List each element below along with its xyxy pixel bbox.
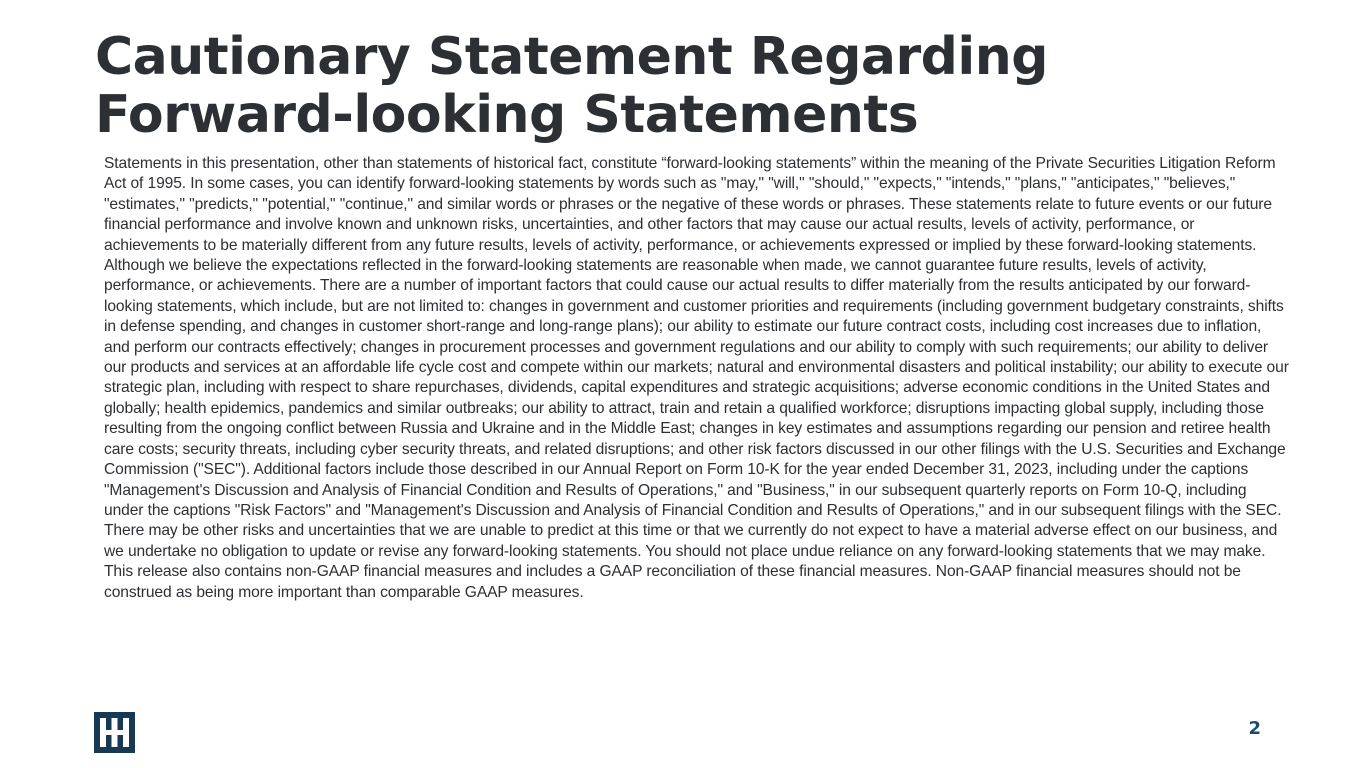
slide-title-line-1: Cautionary Statement Regarding xyxy=(95,27,1048,87)
slide-title-line-2: Forward-looking Statements xyxy=(95,85,919,145)
cautionary-statement-body: Statements in this presentation, other than statements of historical fact, constitute “forward-looking statements” within the meaning of the Private Securities Litigation Reform Act of 1995. In some cases, you can identify forward-looking statements by words such as "may," "will," "should," "expects," "intends," "plans," "anticipates," "believes," "estimates," "predicts," "potential," "continue," and similar words or phrases or the negative of these words or phrases. These statements relate to future events or our future financial performance and involve known and unknown risks, uncertainties, and other factors that may cause our actual results, levels of activity, performance, or achievements to be materially different from any future results, levels of activity, performance, or achievements expressed or implied by these forward-looking statements. Although we believe the expectations reflected in the forward-looking statements are reasonable when made, we cannot guarantee future results, levels of activity, performance, or achievements. There are a number of important factors that could cause our actual results to differ materially from the results anticipated by our forward-looking statements, which include, but are not limited to: changes in government and customer priorities and requirements (including government budgetary constraints, shifts in defense spending, and changes in customer short-range and long-range plans); our ability to estimate our future contract costs, including cost increases due to inflation, and perform our contracts effectively; changes in procurement processes and government regulations and our ability to comply with such requirements; our ability to deliver our products and services at an affordable life cycle cost and compete within our markets; natural and environmental disasters and political instability; our ability to execute our strategic plan, including with respect to share repurchases, dividends, capital expenditures and strategic acquisitions; adverse economic conditions in the United States and globally; health epidemics, pandemics and similar outbreaks; our ability to attract, train and retain a qualified workforce; disruptions impacting global supply, including those resulting from the ongoing conflict between Russia and Ukraine and in the Middle East; changes in key estimates and assumptions regarding our pension and retiree health care costs; security threats, including cyber security threats, and related disruptions; and other risk factors discussed in our other filings with the U.S. Securities and Exchange Commission ("SEC"). Additional factors include those described in our Annual Report on Form 10-K for the year ended December 31, 2023, including under the captions "Management's Discussion and Analysis of Financial Condition and Results of Operations," and "Business," in our subsequent quarterly reports on Form 10-Q, including under the captions "Risk Factors" and "Management's Discussion and Analysis of Financial Condition and Results of Operations," and in our subsequent filings with the SEC. There may be other risks and uncertainties that we are unable to predict at this time or that we currently do not expect to have a material adverse effect on our business, and we undertake no obligation to update or revise any forward-looking statements. You should not place undue reliance on any forward-looking statements that we may make. This release also contains non-GAAP financial measures and includes a GAAP reconciliation of these financial measures. Non-GAAP financial measures should not be construed as being more important than comparable GAAP measures. xyxy=(104,155,1289,601)
slide-title xyxy=(95,28,1048,144)
company-logo-icon xyxy=(94,712,135,753)
page-number: 2 xyxy=(1248,718,1261,739)
